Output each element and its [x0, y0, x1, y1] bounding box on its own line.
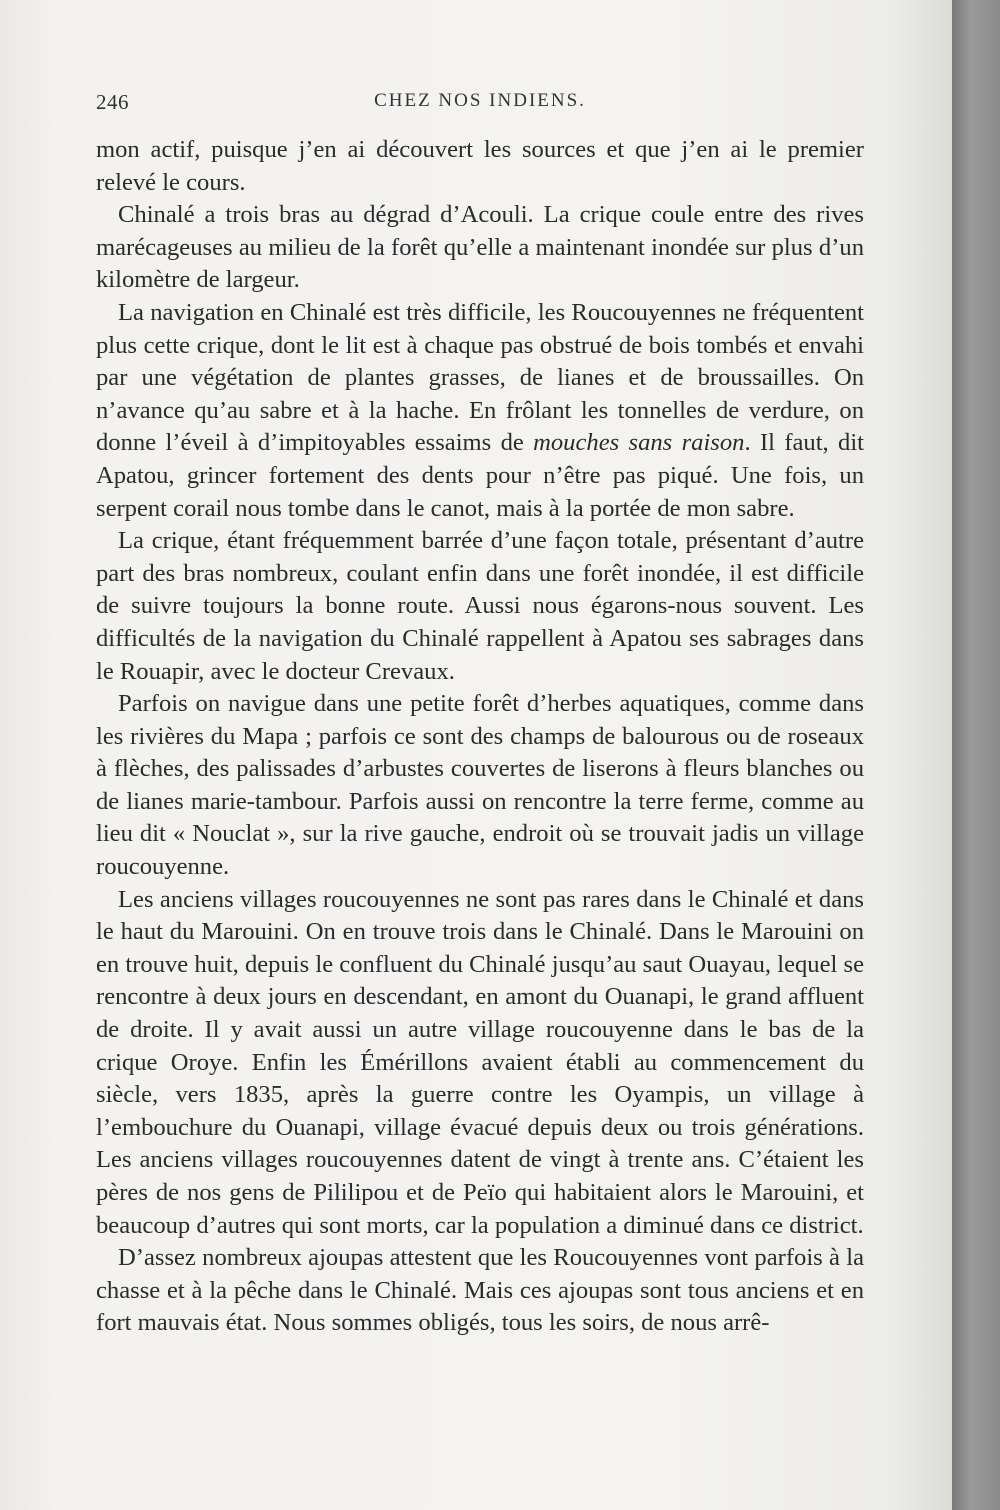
running-title: CHEZ NOS INDIENS.: [374, 90, 586, 111]
paragraph: Les anciens villages roucouyennes ne sont pas rares dans le Chinalé et dans le haut du Marouini. On en trouve trois dans le Chinalé. Dans le Marouini on en trouve huit, depuis le confluent du Chinalé jusqu’au saut Ouayau, lequel se rencontre à deux jours en descendant, en amont du Ouanapi, le grand affluent de droite. Il y avait aussi un autre village roucouyenne dans le bas de la crique Oroye. Enfin les Émérillons avaient établi au commencement du siècle, vers 1835, après la guerre contre les Oyampis, un village à l’embouchure du Ouanapi, village évacué depuis deux ou trois générations. Les anciens villages roucouyennes datent de vingt à trente ans. C’étaient les pères de nos gens de Pililipou et de Peïo qui habitaient alors le Marouini, et beaucoup d’autres qui sont morts, car la population a diminué dans ce district.: [96, 885, 864, 1239]
paragraph: [96, 297, 864, 525]
paragraph-text: La navigation en Chinalé est très difficile, les Roucouyennes ne fréquentent plus cette crique, dont le lit est à chaque pas obstrué de bois tombés et envahi par une végétation de plantes grasses, de lianes et de broussailles. On n’avance qu’au sabre et à la hache. En frôlant les tonnelles de verdure, on donne l’éveil à d’impitoyables essaims de: [96, 298, 864, 457]
paragraph: Chinalé a trois bras au dégrad d’Acouli. La crique coule entre des rives marécageuses au milieu de la forêt qu’elle a maintenant inondée sur plus d’un kilomètre de largeur.: [96, 201, 864, 294]
paragraph: La crique, étant fréquemment barrée d’une façon totale, présentant d’autre part des bras nombreux, coulant enfin dans une forêt inondée, il est difficile de suivre toujours la bonne route. Aussi nous égarons-nous souvent. Les difficultés de la navigation du Chinalé rappellent à Apatou ses sabrages dans le Rouapir, avec le docteur Crevaux.: [96, 527, 864, 685]
body-text: [96, 134, 864, 1340]
page-header: [96, 90, 864, 116]
paragraph-continuation: mon actif, puisque j’en ai découvert les sources et que j’en ai le premier relevé le cours.: [96, 136, 864, 196]
italic-phrase: mouches sans raison: [533, 429, 745, 457]
paragraph-text: . Il faut, dit Apatou, grincer fortement des dents pour n’être pas piqué. Une fois, un serpent corail nous tombe dans le canot, mais à la portée de mon sabre.: [96, 429, 864, 522]
paragraph: D’assez nombreux ajoupas attestent que les Roucouyennes vont parfois à la chasse et à la pêche dans le Chinalé. Mais ces ajoupas sont tous anciens et en fort mauvais état. Nous sommes obligés, tous les soirs, de nous arrê-: [96, 1244, 864, 1337]
page-edge-shadow: [952, 0, 1000, 1510]
paragraph: Parfois on navigue dans une petite forêt d’herbes aquatiques, comme dans les rivières du Mapa ; parfois ce sont des champs de balourous ou de roseaux à flèches, des palissades d’arbustes couvertes de liserons à fleurs blanches ou de lianes marie-tambour. Parfois aussi on rencontre la terre ferme, comme au lieu dit « Nouclat », sur la rive gauche, endroit où se trouvait jadis un village roucouyenne.: [96, 690, 864, 881]
page-number: 246: [96, 90, 129, 114]
